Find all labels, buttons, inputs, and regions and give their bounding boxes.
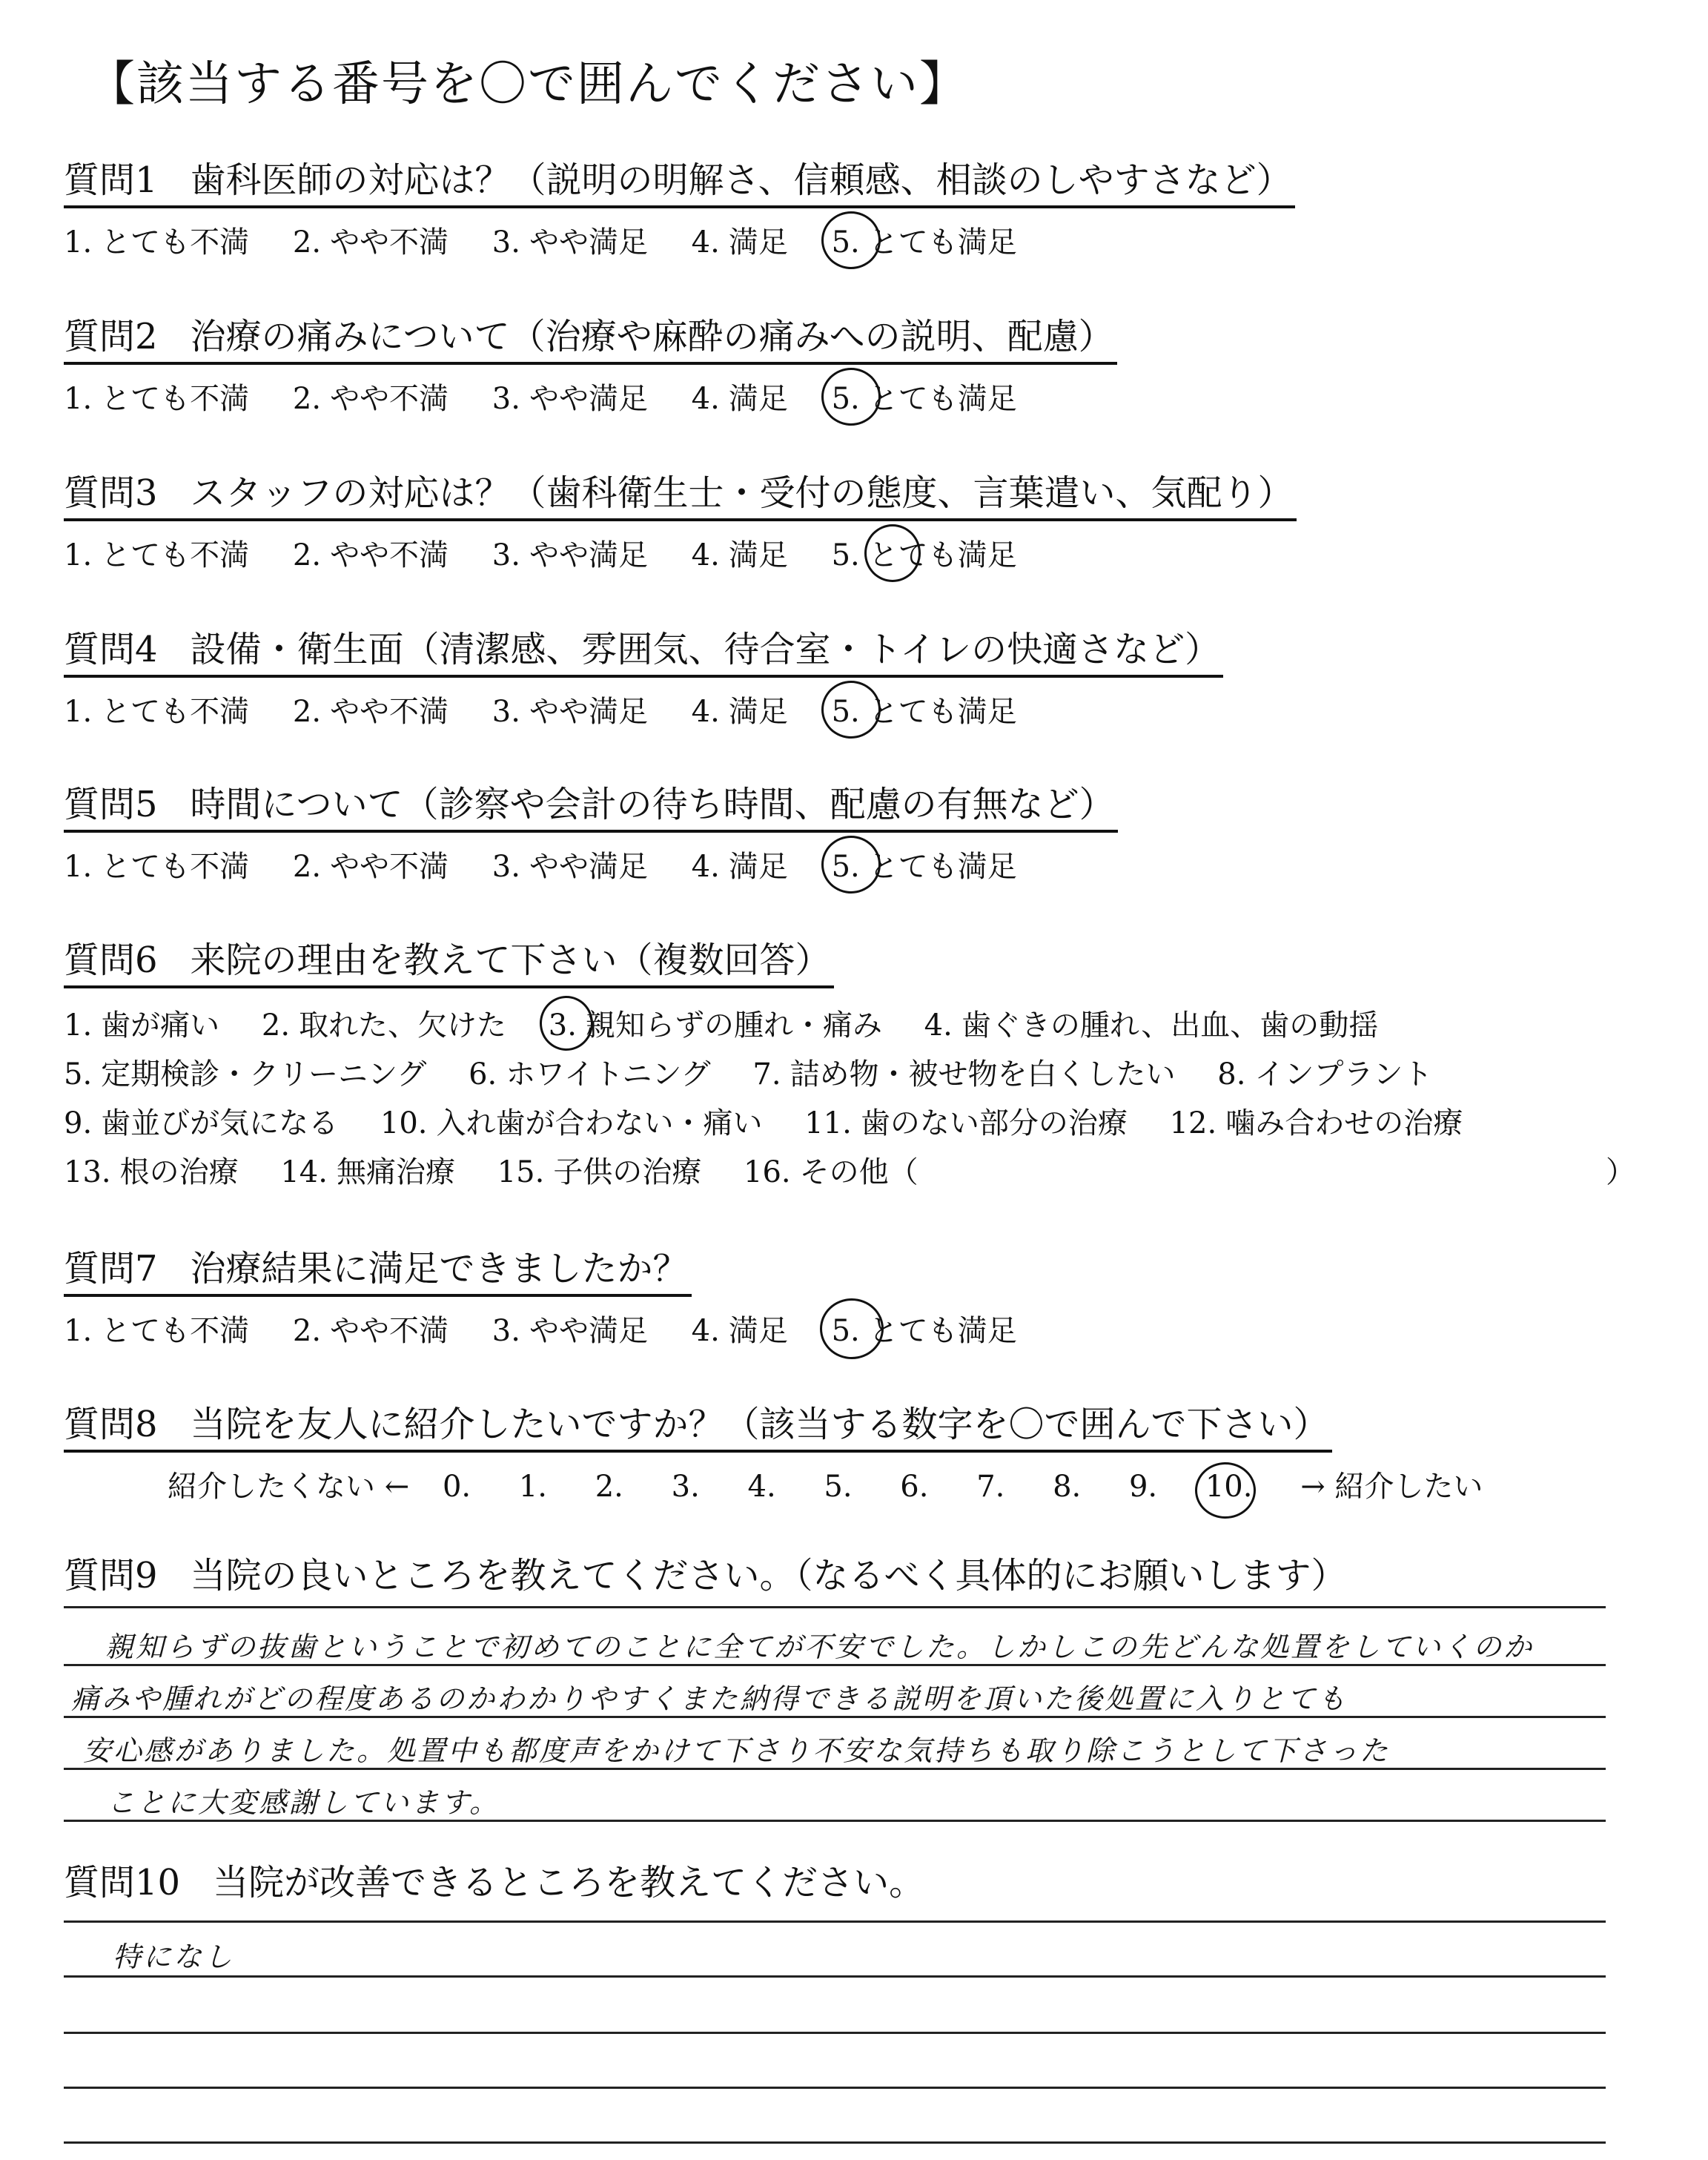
reason-13[interactable]: 13. 根の治療 (64, 1155, 239, 1189)
reason-16[interactable]: 16. その他（ (744, 1155, 918, 1189)
score-8[interactable]: 8. (1053, 1470, 1082, 1504)
option-5[interactable]: 5. とても満足 (832, 1307, 1017, 1350)
other-close-paren: ） (1606, 1155, 1635, 1189)
handwritten-answer-line: 親知らずの抜歯ということで初めてのことに全てが不安でした。しかしこの先どんな処置をしていくのか (105, 1631, 1535, 1663)
option-2[interactable]: 2. やや不満 (292, 695, 449, 729)
question-title (64, 776, 1118, 833)
reason-options (64, 1002, 1680, 1198)
question-text: 時間について（診察や会計の待ち時間、配慮の有無など） (190, 784, 1115, 825)
question-text: 治療の痛みについて（治療や麻酔の痛みへの説明、配慮） (190, 316, 1114, 357)
option-4[interactable]: 4. 満足 (691, 850, 788, 884)
question-text: 設備・衛生面（清潔感、雰囲気、待合室・トイレの快適さなど） (190, 629, 1221, 670)
question-4 (64, 621, 1680, 730)
option-4[interactable]: 4. 満足 (691, 382, 788, 416)
score-1[interactable]: 1. (518, 1470, 548, 1504)
question-number: 質問3 (64, 472, 158, 514)
question-number: 質問8 (64, 1404, 158, 1445)
question-text: 来院の理由を教えて下さい（複数回答） (190, 939, 831, 981)
question-title (64, 1240, 692, 1297)
option-1[interactable]: 1. とても不満 (64, 225, 250, 260)
option-5[interactable]: 5. とても満足 (832, 843, 1017, 885)
question-6 (64, 931, 1680, 1198)
reason-4[interactable]: 4. 歯ぐきの腫れ、出血、歯の動揺 (924, 1008, 1379, 1043)
rating-options (64, 843, 1680, 885)
question-9 (64, 1547, 1680, 1601)
reason-11[interactable]: 11. 歯のない部分の治療 (804, 1106, 1128, 1140)
answer-line (64, 2032, 1606, 2034)
option-3[interactable]: 3. やや満足 (491, 382, 648, 416)
question-number: 質問6 (64, 939, 158, 981)
option-4[interactable]: 4. 満足 (691, 1314, 788, 1348)
option-3[interactable]: 3. やや満足 (491, 538, 648, 572)
option-5[interactable]: 5. とても満足 (832, 375, 1017, 417)
question-text: スタッフの対応は？（歯科衛生士・受付の態度、言葉遣い、気配り） (190, 472, 1294, 514)
answer-line (64, 2087, 1606, 2089)
option-5[interactable]: 5. とても満足 (832, 219, 1017, 261)
reason-line (64, 1051, 1680, 1100)
recommend-scale (168, 1463, 1680, 1505)
question-number: 質問5 (64, 784, 158, 825)
score-5[interactable]: 5. (824, 1470, 853, 1504)
question-number: 質問2 (64, 316, 158, 357)
option-5[interactable]: 5. とても満足 (832, 688, 1017, 730)
reason-line (64, 1149, 1680, 1198)
option-2[interactable]: 2. やや不満 (292, 850, 449, 884)
recommend-label: → 紹介したい (1300, 1470, 1483, 1504)
reason-15[interactable]: 15. 子供の治療 (497, 1155, 702, 1189)
question-title (64, 931, 834, 988)
question-number: 質問4 (64, 629, 158, 670)
rating-options (64, 532, 1680, 573)
answer-line (64, 2141, 1606, 2144)
question-title (64, 1547, 1350, 1601)
option-1[interactable]: 1. とても不満 (64, 1314, 250, 1348)
score-9[interactable]: 9. (1128, 1470, 1158, 1504)
question-text: 当院の良いところを教えてください。（なるべく具体的にお願いします） (190, 1555, 1347, 1596)
reason-8[interactable]: 8. インプラント (1217, 1057, 1433, 1091)
reason-7[interactable]: 7. 詰め物・被せ物を白くしたい (752, 1057, 1176, 1091)
option-2[interactable]: 2. やや不満 (292, 1314, 449, 1348)
handwritten-answer-line: 安心感がありました。処置中も都度声をかけて下さり不安な気持ちも取り除こうとして下さった (83, 1734, 1391, 1767)
option-3[interactable]: 3. やや満足 (491, 225, 648, 260)
answer-line (64, 1606, 1606, 1608)
reason-6[interactable]: 6. ホワイトニング (469, 1057, 711, 1091)
answer-area-q10[interactable] (64, 1920, 1606, 2143)
question-title (64, 621, 1223, 678)
reason-9[interactable]: 9. 歯並びが気になる (64, 1106, 339, 1140)
question-title (64, 308, 1117, 365)
option-5[interactable]: 5. とても満足 (832, 532, 1017, 574)
rating-options (64, 375, 1680, 417)
question-text: 治療結果に満足できましたか？ (190, 1248, 689, 1289)
reason-2[interactable]: 2. 取れた、欠けた (261, 1008, 507, 1043)
option-4[interactable]: 4. 満足 (691, 695, 788, 729)
question-number: 質問7 (64, 1248, 158, 1289)
reason-12[interactable]: 12. 噛み合わせの治療 (1169, 1106, 1463, 1140)
question-title (64, 1854, 927, 1908)
question-3 (64, 464, 1680, 573)
question-title (64, 1396, 1332, 1453)
rating-options (64, 219, 1680, 260)
option-1[interactable]: 1. とても不満 (64, 382, 250, 416)
rating-options (64, 688, 1680, 730)
question-number: 質問9 (64, 1555, 158, 1596)
option-3[interactable]: 3. やや満足 (491, 695, 648, 729)
question-5 (64, 776, 1680, 885)
handwritten-answer-line: 特になし (113, 1941, 235, 1973)
question-text: 歯科医師の対応は？（説明の明解さ、信頼感、相談のしやすさなど） (190, 159, 1292, 201)
reason-1[interactable]: 1. 歯が痛い (64, 1008, 220, 1043)
rating-options (64, 1307, 1680, 1349)
question-7 (64, 1240, 1680, 1349)
question-number: 質問10 (64, 1862, 181, 1903)
handwritten-answer-line: 痛みや腫れがどの程度あるのかわかりやすくまた納得できる説明を頂いた後処置に入りとても (71, 1682, 1348, 1715)
page-title: 【該当する番号を〇で囲んでください】 (87, 57, 968, 112)
answer-area-q9[interactable] (64, 1606, 1606, 1821)
reason-5[interactable]: 5. 定期検診・クリーニング (64, 1057, 427, 1091)
answer-line (64, 1975, 1606, 1978)
reason-line (64, 1100, 1680, 1149)
question-text: 当院を友人に紹介したいですか？（該当する数字を〇で囲んで下さい） (190, 1404, 1329, 1445)
score-4[interactable]: 4. (747, 1470, 776, 1504)
option-2[interactable]: 2. やや不満 (292, 225, 449, 260)
score-2[interactable]: 2. (595, 1470, 623, 1504)
question-2 (64, 308, 1680, 417)
handwritten-answer-line: ことに大変感謝しています。 (107, 1786, 500, 1819)
reason-10[interactable]: 10. 入れ歯が合わない・痛い (380, 1106, 763, 1140)
question-title (64, 151, 1295, 208)
question-1 (64, 151, 1680, 260)
not-recommend-label: 紹介したくない ← (168, 1470, 410, 1504)
score-7[interactable]: 7. (976, 1470, 1005, 1504)
score-10[interactable]: 10. (1205, 1470, 1253, 1504)
question-text: 当院が改善できるところを教えてください。 (213, 1862, 925, 1903)
answer-line (64, 1920, 1606, 1923)
option-4[interactable]: 4. 満足 (691, 538, 788, 572)
score-3[interactable]: 3. (671, 1470, 700, 1504)
option-1[interactable]: 1. とても不満 (64, 538, 250, 572)
option-1[interactable]: 1. とても不満 (64, 695, 250, 729)
reason-line (64, 1002, 1680, 1051)
option-4[interactable]: 4. 満足 (691, 225, 788, 260)
question-8 (64, 1396, 1680, 1505)
option-2[interactable]: 2. やや不満 (292, 538, 449, 572)
question-title (64, 464, 1297, 521)
score-6[interactable]: 6. (900, 1470, 929, 1504)
reason-3[interactable]: 3. 親知らずの腫れ・痛み (549, 1002, 882, 1044)
question-number: 質問1 (64, 159, 158, 201)
option-2[interactable]: 2. やや不満 (292, 382, 449, 416)
option-1[interactable]: 1. とても不満 (64, 850, 250, 884)
option-3[interactable]: 3. やや満足 (491, 850, 648, 884)
option-3[interactable]: 3. やや満足 (491, 1314, 648, 1348)
question-10 (64, 1854, 1680, 1908)
reason-14[interactable]: 14. 無痛治療 (280, 1155, 455, 1189)
score-0[interactable]: 0. (442, 1470, 471, 1504)
